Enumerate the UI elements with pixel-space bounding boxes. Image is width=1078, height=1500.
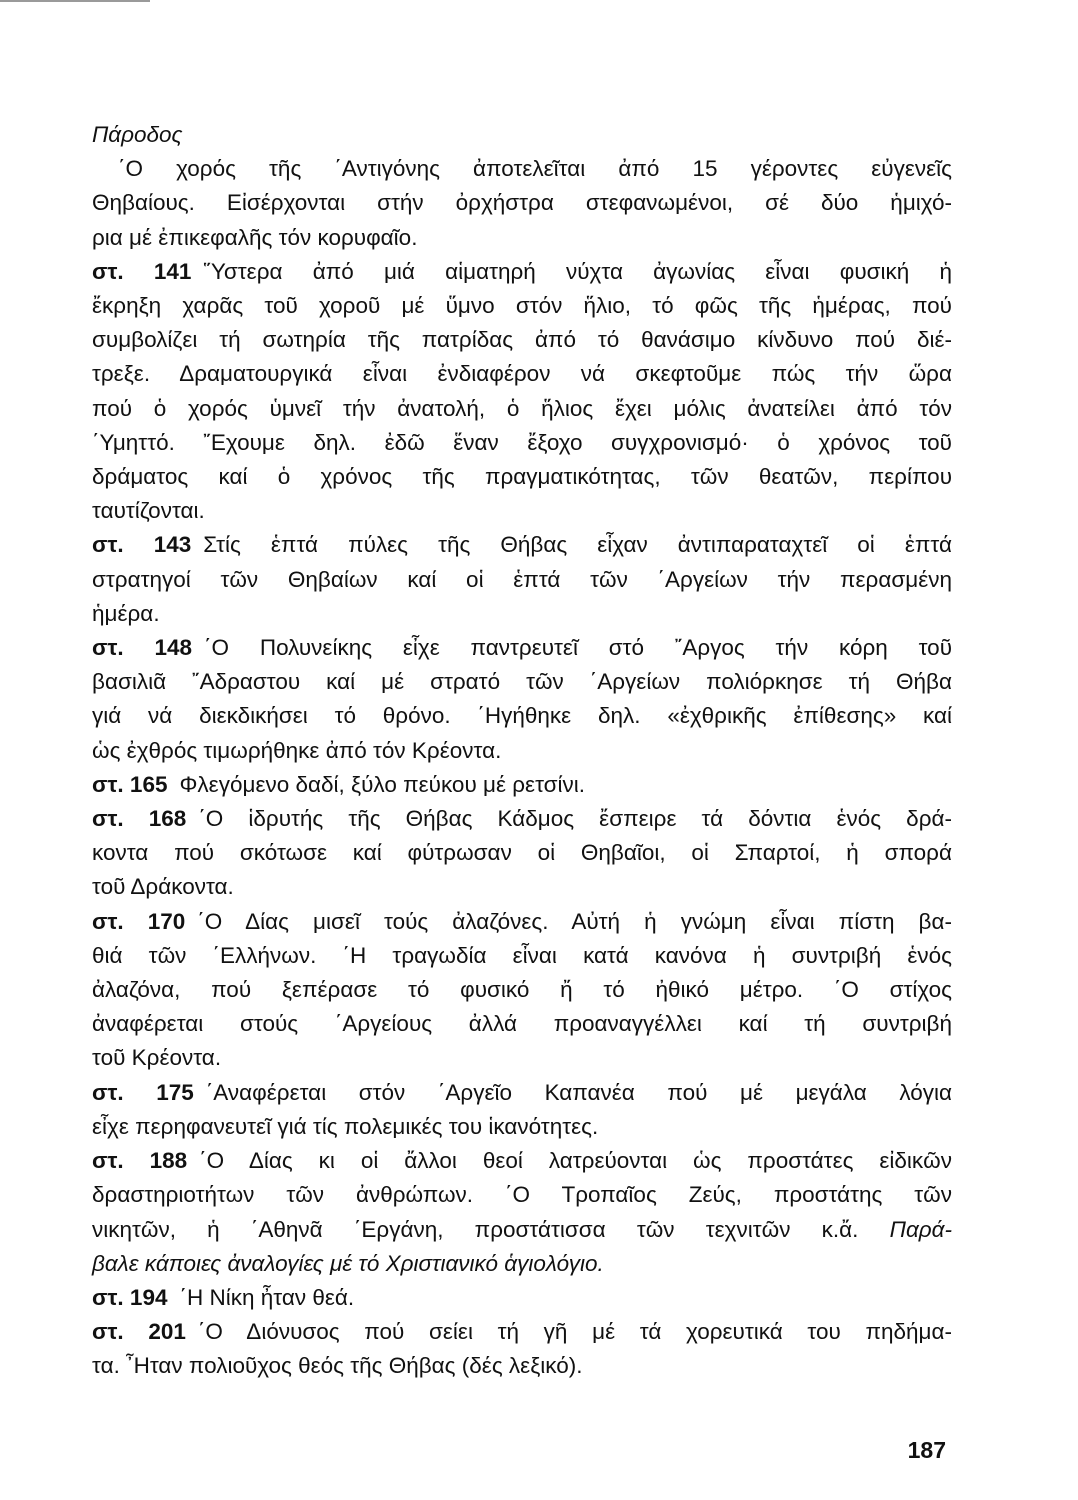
text-line: ταυτίζονται. bbox=[92, 498, 205, 524]
section-heading: Πάροδος bbox=[92, 122, 183, 147]
note-first-line bbox=[92, 1076, 952, 1110]
text-line: νικητῶν, ἡ ΄Αθηνᾶ ΄Εργάνη, προστάτισσα τῶν τεχνιτῶν κ.ἄ. bbox=[92, 1216, 859, 1242]
note-141 bbox=[92, 255, 952, 529]
text-line: πού ὁ χορός ὑμνεῖ τήν ἀνατολή, ὁ ἥλιος ἔχει μόλις ἀνατείλει ἀπό τόν bbox=[92, 395, 952, 421]
text-line: τοῦ Δράκοντα. bbox=[92, 874, 234, 900]
note-170 bbox=[92, 905, 952, 1076]
text-line: ΄Υμηττό. ῎Εχουμε δηλ. ἐδῶ ἕναν ἔξοχο συγχρονισμό· ὁ χρόνος τοῦ bbox=[92, 429, 952, 455]
verse-reference: στ. 188 bbox=[92, 1148, 188, 1174]
text-line: εἶχε περηφανευτεῖ γιά τίς πολεμικές του ἱκανότητες. bbox=[92, 1113, 599, 1139]
text-line: ἀναφέρεται στούς ΄Αργείους ἀλλά προαναγγέλλει καί τή συντριβή bbox=[92, 1011, 952, 1037]
text-line: ΄Ο χορός τῆς ΄Αντιγόνης ἀποτελεῖται ἀπό 15 γέροντες εὐγενεῖς bbox=[118, 156, 952, 182]
text-line: Στίς ἑπτά πύλες τῆς Θήβας εἶχαν ἀντιπαραταχτεῖ οἱ ἑπτά bbox=[203, 532, 952, 558]
text-line: τα. ῏Ηταν πολιοῦχος θεός τῆς Θήβας (δές λεξικό). bbox=[92, 1353, 583, 1379]
text-line: γιά νά διεκδικήσει τό θρόνο. ΄Ηγήθηκε δηλ. «ἐχθρικῆς ἐπίθεσης» καί bbox=[92, 703, 952, 729]
text-line-with-italic bbox=[92, 1213, 952, 1247]
text-line: ΄Ο Δίας κι οἱ ἄλλοι θεοί λατρεύονται ὡς προστάτες εἰδικῶν bbox=[199, 1148, 952, 1174]
text-line: Φλεγόμενο δαδί, ξύλο πεύκου μέ ρετσίνι. bbox=[179, 771, 586, 797]
note-175 bbox=[92, 1076, 952, 1144]
note-165 bbox=[92, 768, 952, 802]
text-line: συμβολίζει τή σωτηρία τῆς πατρίδας ἀπό τό θανάσιμο κίνδυνο πού διέ- bbox=[92, 327, 952, 353]
note-first-line bbox=[92, 528, 952, 562]
italic-text: Παρά- bbox=[889, 1216, 952, 1242]
note-first-line bbox=[92, 905, 952, 939]
text-line: ΄Ο Πολυνείκης εἶχε παντρευτεῖ στό ῎Αργος τήν κόρη τοῦ bbox=[204, 635, 952, 661]
page-body bbox=[92, 118, 952, 1384]
text-line: ἡμέρα. bbox=[92, 600, 160, 626]
text-line: ἔκρηξη χαρᾶς τοῦ χοροῦ μέ ὕμνο στόν ἥλιο, τό φῶς τῆς ἡμέρας, πού bbox=[92, 293, 952, 319]
text-line: ρια μέ ἐπικεφαλῆς τόν κορυφαῖο. bbox=[92, 224, 418, 250]
text-line: δράματος καί ὁ χρόνος τῆς πραγματικότητας, τῶν θεατῶν, περίπου bbox=[92, 464, 952, 490]
text-line: κοντα πού σκότωσε καί φύτρωσαν οἱ Θηβαῖοι, οἱ Σπαρτοί, ἡ σπορά bbox=[92, 840, 952, 866]
verse-reference: στ. 141 bbox=[92, 258, 192, 284]
text-line: ΄Ο ἱδρυτής τῆς Θήβας Κάδμος ἔσπειρε τά δόντια ἑνός δρά- bbox=[198, 806, 952, 832]
intro-paragraph bbox=[92, 152, 952, 255]
text-line: ΄Ο Διόνυσος πού σείει τή γῆ μέ τά χορευτικά του πηδήμα- bbox=[197, 1319, 952, 1345]
text-line: ὡς ἐχθρός τιμωρήθηκε ἀπό τόν Κρέοντα. bbox=[92, 737, 502, 763]
text-line: ΄Η Νίκη ἦταν θεά. bbox=[179, 1284, 355, 1310]
scan-top-rule bbox=[0, 0, 150, 2]
italic-text-line: βαλε κάποιες ἀναλογίες μέ τό Χριστιανικό ἁγιολόγιο. bbox=[92, 1250, 604, 1276]
note-168 bbox=[92, 802, 952, 905]
text-line: ΄Ο Δίας μισεῖ τούς ἀλαζόνες. Αὐτή ἡ γνώμη εἶναι πίστη βα- bbox=[197, 908, 952, 934]
verse-reference: στ. 201 bbox=[92, 1319, 186, 1345]
text-line: τοῦ Κρέοντα. bbox=[92, 1045, 222, 1071]
verse-reference: στ. 168 bbox=[92, 806, 187, 832]
note-194 bbox=[92, 1281, 952, 1315]
text-line: δραστηριοτήτων τῶν ἀνθρώπων. ΄Ο Τροπαῖος Ζεύς, προστάτης τῶν bbox=[92, 1182, 952, 1208]
text-line: στρατηγοί τῶν Θηβαίων καί οἱ ἑπτά τῶν ΄Αργείων τήν περασμένη bbox=[92, 566, 952, 592]
text-line: Θηβαίους. Εἰσέρχονται στήν ὀρχήστρα στεφανωμένοι, σέ δύο ἡμιχό- bbox=[92, 190, 952, 216]
note-188 bbox=[92, 1144, 952, 1281]
note-first-line bbox=[92, 802, 952, 836]
text-line: τρεξε. Δραματουργικά εἶναι ἐνδιαφέρον νά σκεφτοῦμε πώς τήν ὥρα bbox=[92, 361, 952, 387]
text-line: θιά τῶν ΄Ελλήνων. ΄Η τραγωδία εἶναι κατά κανόνα ἡ συντριβή ἑνός bbox=[92, 942, 952, 968]
text-line: ἀλαζόνα, πού ξεπέρασε τό φυσικό ἤ τό ἠθικό μέτρο. ΄Ο στίχος bbox=[92, 977, 952, 1003]
verse-reference: στ. 175 bbox=[92, 1079, 194, 1105]
text-line: βασιλιᾶ ῎Αδραστου καί μέ στρατό τῶν ΄Αργείων πολιόρκησε τή Θήβα bbox=[92, 669, 952, 695]
note-first-line bbox=[92, 631, 952, 665]
note-first-line bbox=[92, 1281, 952, 1315]
note-143 bbox=[92, 528, 952, 631]
note-first-line bbox=[92, 1315, 952, 1349]
note-first-line bbox=[92, 768, 952, 802]
note-201 bbox=[92, 1315, 952, 1383]
verse-reference: στ. 170 bbox=[92, 908, 186, 934]
verse-reference: στ. 165 bbox=[92, 771, 168, 797]
text-line: ῞Υστερα ἀπό μιά αἱματηρή νύχτα ἀγωνίας εἶναι φυσική ἡ bbox=[203, 258, 953, 284]
verse-reference: στ. 148 bbox=[92, 635, 193, 661]
text-line: ΄Αναφέρεται στόν ΄Αργεῖο Καπανέα πού μέ μεγάλα λόγια bbox=[205, 1079, 952, 1105]
page-number: 187 bbox=[907, 1437, 946, 1463]
verse-reference: στ. 143 bbox=[92, 532, 192, 558]
verse-reference: στ. 194 bbox=[92, 1284, 168, 1310]
note-148 bbox=[92, 631, 952, 768]
note-first-line bbox=[92, 255, 952, 289]
note-first-line bbox=[92, 1144, 952, 1178]
